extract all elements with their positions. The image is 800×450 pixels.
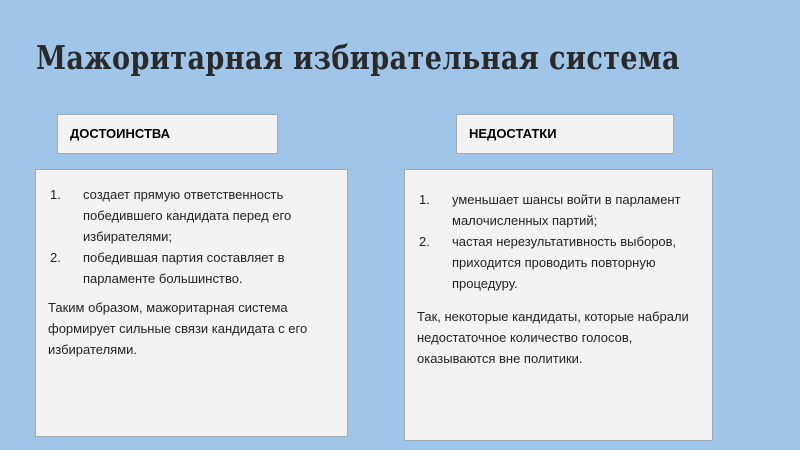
advantages-list — [36, 170, 347, 289]
list-number: 1. — [50, 187, 61, 202]
disadvantages-header: НЕДОСТАТКИ — [456, 114, 674, 154]
list-item-text: частая нерезультативность выборов, приходится проводить повторную процедуру. — [452, 234, 677, 291]
list-item — [405, 189, 702, 231]
list-number: 1. — [419, 192, 430, 207]
list-number: 2. — [50, 250, 61, 265]
list-item — [36, 247, 337, 289]
list-item-text: победившая партия составляет в парламенте большинство. — [83, 250, 285, 286]
list-item — [405, 231, 702, 294]
advantages-summary: Таким образом, мажоритарная система формирует сильные связи кандидата с его избирателями. — [48, 300, 308, 357]
disadvantages-summary: Так, некоторые кандидаты, которые набрали недостаточное количество голосов, оказываются вне политики. — [417, 309, 689, 366]
disadvantages-panel — [404, 169, 713, 441]
disadvantages-list — [405, 170, 712, 294]
slide-title: Мажоритарная избирательная система — [36, 38, 680, 77]
list-number: 2. — [419, 234, 430, 249]
advantages-panel — [35, 169, 348, 437]
list-item — [36, 184, 337, 247]
advantages-header: ДОСТОИНСТВА — [57, 114, 278, 154]
list-item-text: уменьшает шансы войти в парламент малочисленных партий; — [452, 192, 681, 228]
list-item-text: создает прямую ответственность победившего кандидата перед его избирателями; — [83, 187, 292, 244]
